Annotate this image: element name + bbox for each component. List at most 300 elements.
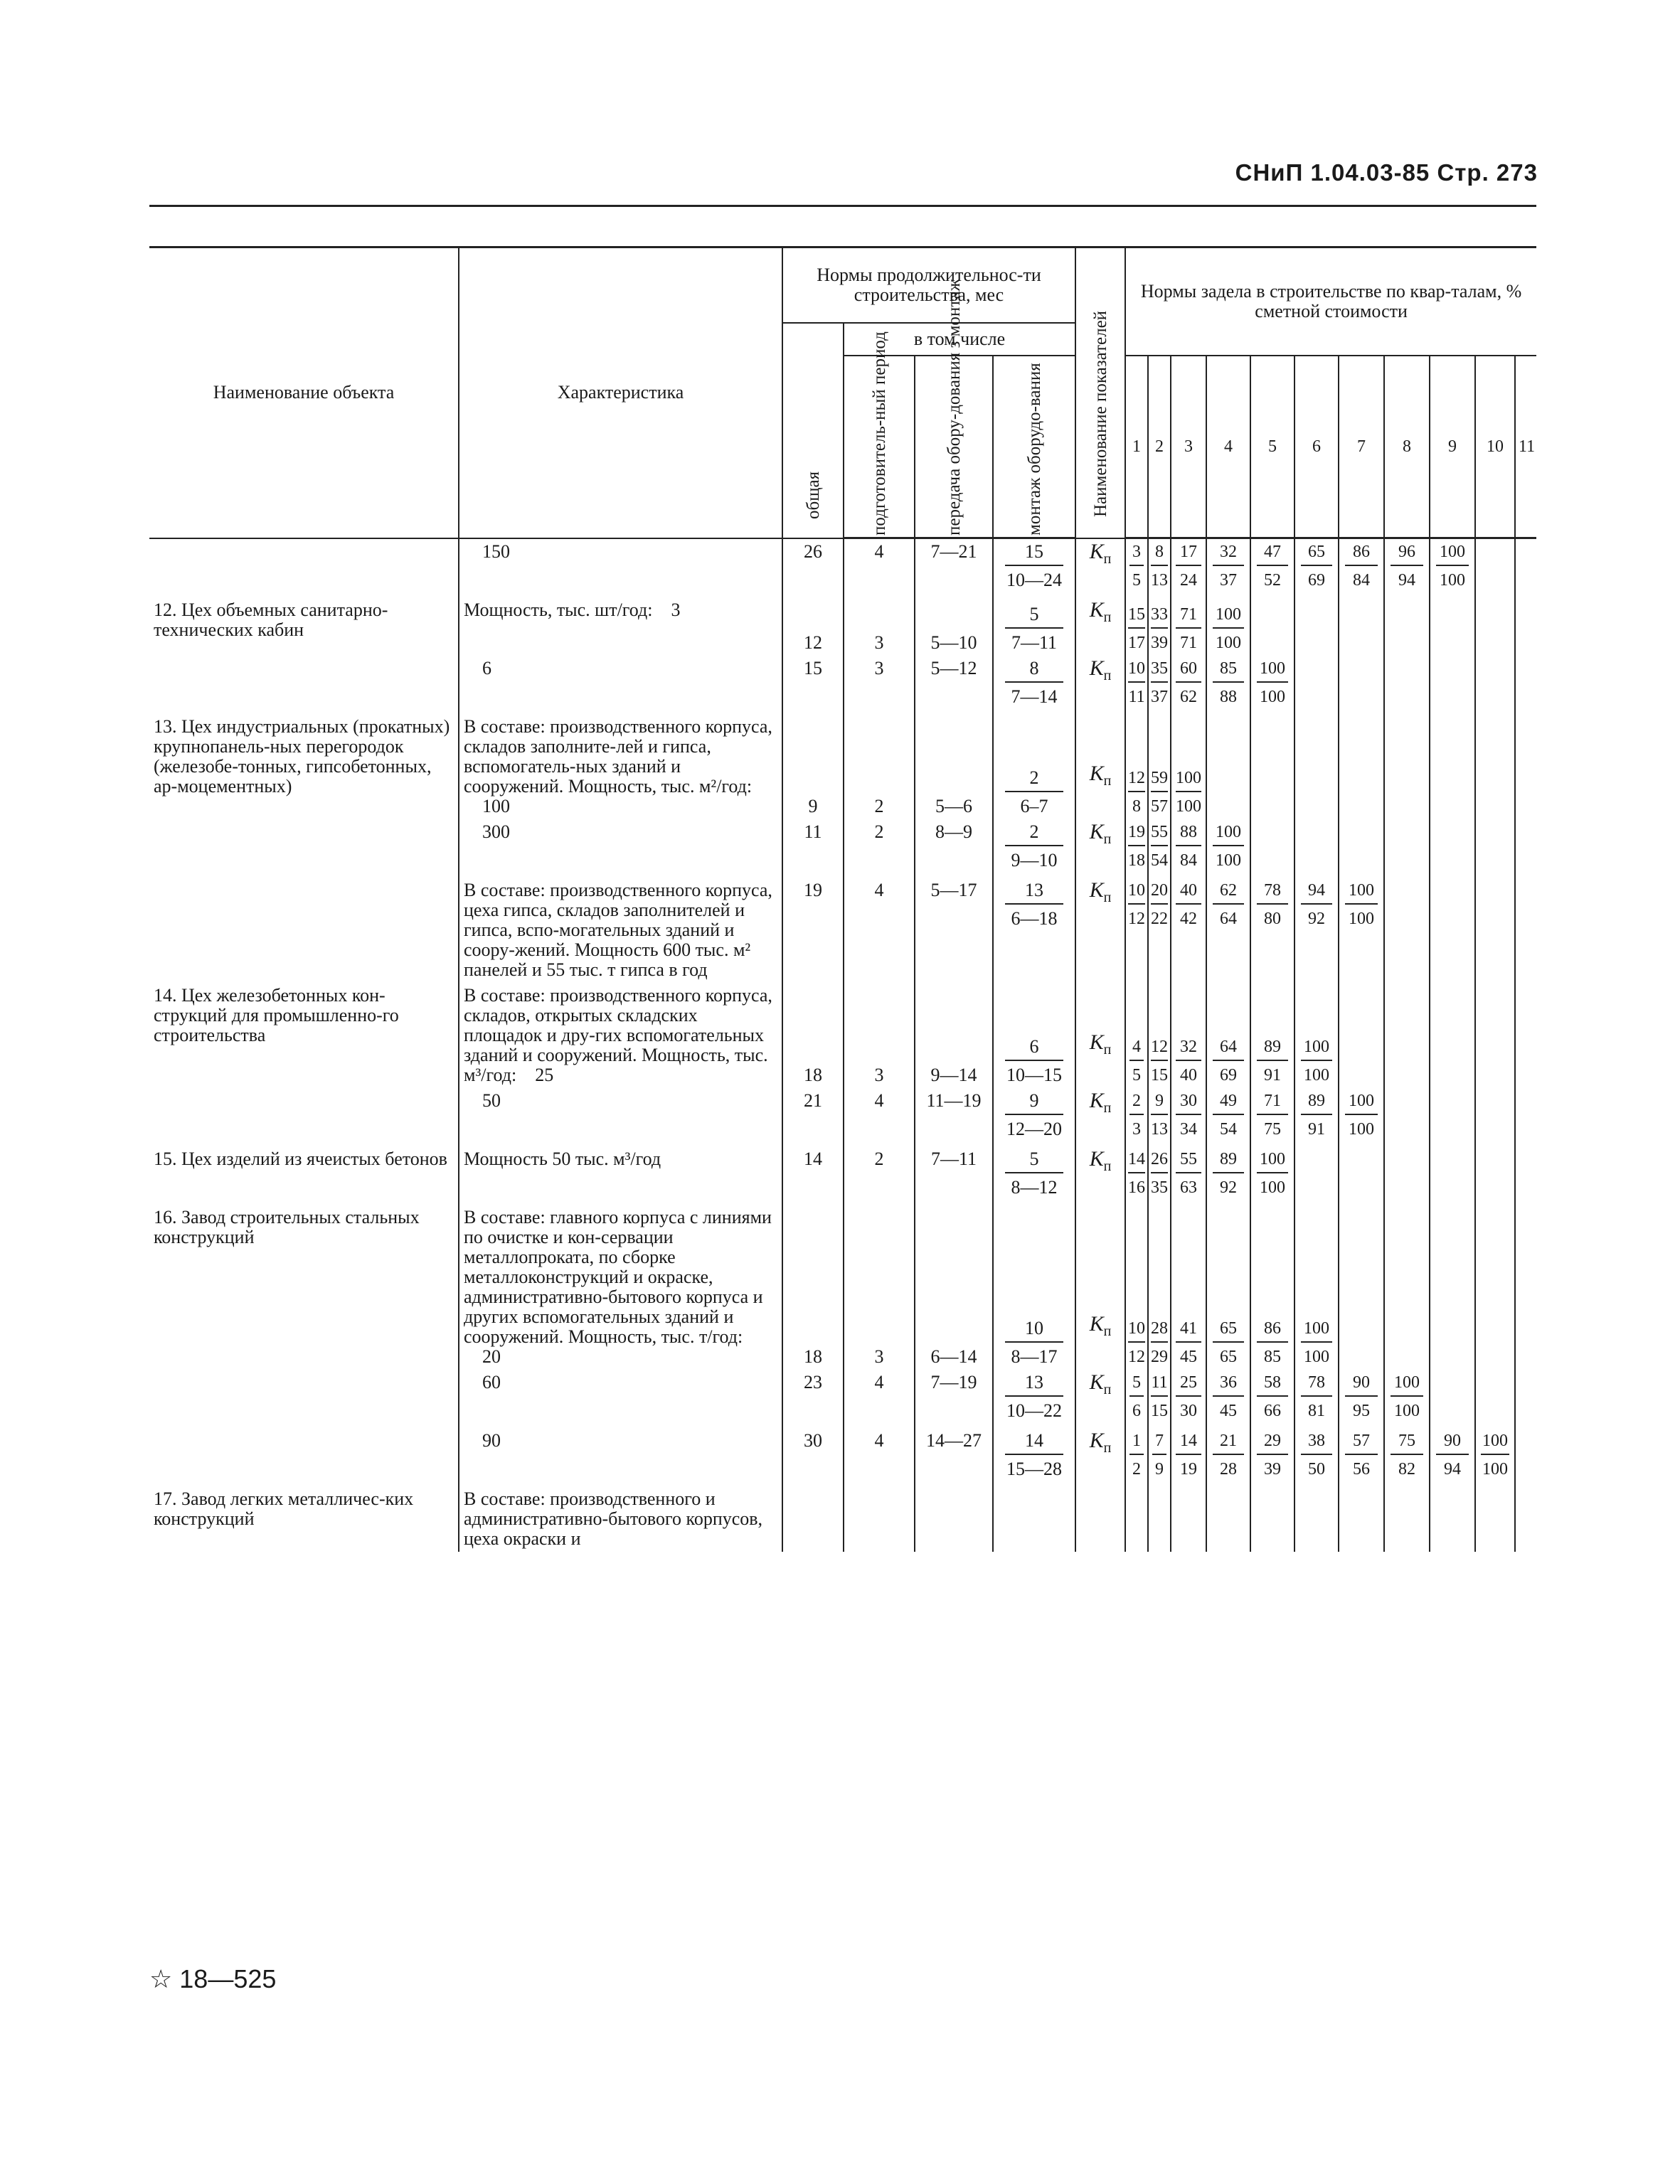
total-cell: 23: [782, 1370, 844, 1428]
backlog-norm: 10: [1128, 1319, 1145, 1343]
backlog-norm: 33: [1151, 604, 1168, 629]
quarter-cell: [1294, 1146, 1339, 1205]
backlog-norm-alt: 9: [1155, 1459, 1164, 1479]
col-header-quarter: 9: [1430, 356, 1475, 538]
backlog-norm-alt: 45: [1180, 1347, 1198, 1366]
quarter-cell: [1148, 597, 1171, 656]
col-header-duration: Нормы продолжительнос-ти строительства, мес: [782, 247, 1075, 324]
table-row: [149, 656, 1536, 714]
backlog-norm-alt: 11: [1128, 687, 1145, 706]
quarter-cell: [1475, 538, 1515, 597]
backlog-norm-alt: 24: [1180, 571, 1198, 590]
quarter-cell: [1171, 1205, 1206, 1370]
characteristic-cell: [459, 983, 782, 1088]
backlog-norm-alt: 91: [1264, 1065, 1282, 1085]
quarter-cell: [1339, 597, 1384, 656]
backlog-norm: 28: [1151, 1319, 1168, 1343]
quarter-cell: [1125, 538, 1148, 597]
backlog-norm-alt: 75: [1264, 1119, 1282, 1139]
quarter-cell: [1475, 1370, 1515, 1428]
quarter-cell: [1171, 1486, 1206, 1552]
backlog-norm: 90: [1436, 1431, 1469, 1455]
backlog-norm-alt: 84: [1353, 571, 1371, 590]
kp-label: $К_п$: [1089, 1428, 1112, 1456]
quarter-cell: [1148, 1428, 1171, 1486]
install-duration: 13: [1005, 1373, 1063, 1397]
object-name-cell: 13. Цех индустриальных (прокатных) крупнопанель-ных перегородок (железобе-тонных, гипсобетонных, ар-моцементных): [149, 714, 459, 819]
backlog-norm-alt: 52: [1264, 571, 1282, 590]
backlog-norm: 1: [1129, 1431, 1144, 1455]
backlog-norm: 26: [1151, 1149, 1168, 1173]
table-row: [149, 983, 1536, 1088]
backlog-norm: 78: [1257, 880, 1289, 905]
quarter-cell: [1430, 983, 1475, 1088]
backlog-norm-alt: 92: [1220, 1178, 1238, 1197]
object-name-cell: [149, 1428, 459, 1486]
object-name-cell: 12. Цех объемных санитарно-технических кабин: [149, 597, 459, 656]
quarter-cell: [1475, 983, 1515, 1088]
install-duration: 14: [1005, 1431, 1063, 1455]
total-cell: 12: [782, 597, 844, 656]
quarter-cell: [1148, 1205, 1171, 1370]
col-header-quarter: 4: [1206, 356, 1250, 538]
backlog-norm: 3: [1129, 542, 1144, 566]
backlog-norm-alt: 34: [1180, 1119, 1198, 1139]
indicator-cell: [1075, 714, 1125, 819]
backlog-norm-alt: 22: [1151, 909, 1169, 928]
total-cell: 9: [782, 714, 844, 819]
install-cell: [993, 1205, 1075, 1370]
backlog-norm: 89: [1257, 1037, 1289, 1061]
install-duration: 2: [1005, 768, 1063, 792]
backlog-norm-alt: 91: [1308, 1119, 1326, 1139]
quarter-cell: [1294, 983, 1339, 1088]
col-header-quarter: 7: [1339, 356, 1384, 538]
quarter-cell: [1475, 819, 1515, 878]
quarter-cell: [1125, 1428, 1148, 1486]
quarter-cell: [1250, 1486, 1294, 1552]
quarter-cell: [1384, 983, 1430, 1088]
backlog-norm: 100: [1257, 1149, 1289, 1173]
quarter-cell: [1384, 819, 1430, 878]
object-name-cell: 16. Завод строительных стальных конструкций: [149, 1205, 459, 1370]
backlog-norm-alt: 66: [1264, 1401, 1282, 1420]
install-duration: 6: [1005, 1037, 1063, 1061]
quarter-cell: [1206, 1486, 1250, 1552]
characteristic-cell: [459, 1370, 782, 1428]
quarter-cell: [1475, 1486, 1515, 1552]
quarter-cell: [1125, 1146, 1148, 1205]
quarter-cell: [1206, 1428, 1250, 1486]
quarter-cell: [1250, 983, 1294, 1088]
indicator-cell: [1075, 1428, 1125, 1486]
backlog-norm: 8: [1151, 542, 1168, 566]
quarter-cell: [1294, 1205, 1339, 1370]
backlog-norm: 100: [1391, 1373, 1423, 1397]
backlog-norm-alt: 29: [1151, 1347, 1169, 1366]
backlog-norm: 5: [1129, 1373, 1144, 1397]
kp-label: $К_п$: [1089, 1146, 1112, 1174]
kp-label: $К_п$: [1089, 539, 1112, 567]
characteristic-cell: [459, 1428, 782, 1486]
quarter-cell: [1148, 878, 1171, 983]
backlog-norm: 89: [1301, 1091, 1333, 1115]
install-range: 10—22: [1006, 1400, 1063, 1421]
kp-label: $К_п$: [1089, 1370, 1112, 1397]
quarter-cell: [1384, 714, 1430, 819]
backlog-norm: 94: [1301, 880, 1333, 905]
kp-label: $К_п$: [1089, 1311, 1112, 1339]
quarter-cell: [1430, 538, 1475, 597]
quarter-cell: [1125, 983, 1148, 1088]
backlog-norm-alt: 100: [1260, 1178, 1286, 1197]
backlog-norm: 17: [1176, 542, 1201, 566]
backlog-norm: 9: [1151, 1091, 1168, 1115]
install-range: 10—15: [1006, 1064, 1063, 1085]
quarter-cell: [1515, 1146, 1536, 1205]
quarter-cell: [1125, 1486, 1148, 1552]
quarter-cell: [1339, 983, 1384, 1088]
table-row: [149, 538, 1536, 597]
backlog-norm: 96: [1391, 542, 1423, 566]
indicator-cell: [1075, 1205, 1125, 1370]
quarter-cell: [1171, 597, 1206, 656]
indicator-cell: [1075, 983, 1125, 1088]
quarter-cell: [1171, 538, 1206, 597]
header-rule: [149, 205, 1536, 207]
backlog-norm-alt: 100: [1176, 797, 1202, 816]
quarter-cell: [1430, 1486, 1475, 1552]
backlog-norm: 90: [1345, 1373, 1378, 1397]
quarter-cell: [1171, 819, 1206, 878]
backlog-norm-alt: 5: [1132, 1065, 1142, 1085]
quarter-cell: [1339, 656, 1384, 714]
quarter-cell: [1171, 1146, 1206, 1205]
transfer-cell: 5—17: [915, 878, 993, 983]
quarter-cell: [1250, 597, 1294, 656]
backlog-norm: 19: [1128, 822, 1145, 846]
prep-cell: 3: [844, 983, 915, 1088]
backlog-norm-alt: 100: [1482, 1459, 1509, 1479]
prep-cell: 4: [844, 1370, 915, 1428]
quarter-cell: [1250, 656, 1294, 714]
backlog-norm: 12: [1151, 1037, 1168, 1061]
table-row: [149, 597, 1536, 656]
quarter-cell: [1206, 1146, 1250, 1205]
quarter-cell: [1475, 1088, 1515, 1146]
backlog-norm-alt: 54: [1220, 1119, 1238, 1139]
quarter-cell: [1148, 1370, 1171, 1428]
quarter-cell: [1148, 714, 1171, 819]
backlog-norm: 59: [1151, 768, 1168, 792]
backlog-norm: 100: [1176, 768, 1201, 792]
characteristic-text: 6: [482, 657, 491, 678]
backlog-norm: 25: [1176, 1373, 1201, 1397]
characteristic-cell: [459, 878, 782, 983]
quarter-cell: [1430, 714, 1475, 819]
capacity-value: 3: [671, 599, 681, 620]
capacity-value: 25: [535, 1064, 554, 1085]
quarter-cell: [1475, 714, 1515, 819]
quarter-cell: [1475, 878, 1515, 983]
quarter-cell: [1515, 819, 1536, 878]
backlog-norm: 100: [1213, 604, 1245, 629]
backlog-norm: 36: [1213, 1373, 1245, 1397]
quarter-cell: [1125, 819, 1148, 878]
col-header-quarter: 11: [1515, 356, 1536, 538]
install-cell: [993, 1428, 1075, 1486]
backlog-norm-alt: 62: [1180, 687, 1198, 706]
backlog-norm: 64: [1213, 1037, 1245, 1061]
quarter-cell: [1515, 1370, 1536, 1428]
backlog-norm-alt: 92: [1308, 909, 1326, 928]
kp-label: $К_п$: [1089, 1030, 1112, 1058]
quarter-cell: [1475, 1146, 1515, 1205]
col-header-quarter: 6: [1294, 356, 1339, 538]
quarter-cell: [1294, 1088, 1339, 1146]
backlog-norm-alt: 100: [1349, 909, 1375, 928]
quarter-cell: [1384, 597, 1430, 656]
total-cell: 26: [782, 538, 844, 597]
backlog-norm: 55: [1151, 822, 1168, 846]
backlog-norm-alt: 6: [1132, 1401, 1142, 1420]
characteristic-cell: [459, 1486, 782, 1552]
backlog-norm-alt: 100: [1216, 633, 1242, 652]
backlog-norm-alt: 13: [1151, 571, 1169, 590]
quarter-cell: [1515, 597, 1536, 656]
capacity-value: 100: [482, 795, 510, 816]
capacity-value: 20: [482, 1346, 501, 1367]
install-cell: [993, 538, 1075, 597]
characteristic-text: 150: [482, 540, 510, 562]
backlog-norm: 57: [1345, 1431, 1378, 1455]
backlog-norm: 100: [1436, 542, 1469, 566]
quarter-cell: [1475, 1205, 1515, 1370]
backlog-norm: 58: [1257, 1373, 1289, 1397]
quarter-cell: [1294, 538, 1339, 597]
kp-label: $К_п$: [1089, 878, 1112, 905]
install-range: 9—10: [1011, 849, 1058, 870]
install-cell: [993, 597, 1075, 656]
backlog-norm-alt: 3: [1132, 1119, 1142, 1139]
backlog-norm: 12: [1128, 768, 1145, 792]
backlog-norm: 100: [1481, 1431, 1509, 1455]
characteristic-cell: [459, 1088, 782, 1146]
quarter-cell: [1515, 1205, 1536, 1370]
transfer-cell: 9—14: [915, 983, 993, 1088]
backlog-norm-alt: 82: [1398, 1459, 1416, 1479]
backlog-norm-alt: 35: [1151, 1178, 1169, 1197]
col-header-transfer: передача обору-дования з монтаж: [915, 356, 993, 538]
indicator-cell: [1075, 538, 1125, 597]
col-header-backlog: Нормы задела в строительстве по квар-талам, % сметной стоимости: [1125, 247, 1536, 356]
quarter-cell: [1294, 1370, 1339, 1428]
quarter-cell: [1339, 819, 1384, 878]
quarter-cell: [1148, 983, 1171, 1088]
backlog-norm-alt: 28: [1220, 1459, 1238, 1479]
quarter-cell: [1250, 1205, 1294, 1370]
install-range: 6–7: [1020, 795, 1048, 816]
backlog-norm: 100: [1257, 659, 1289, 683]
indicator-cell: [1075, 597, 1125, 656]
prep-cell: 3: [844, 1205, 915, 1370]
backlog-norm-alt: 12: [1128, 909, 1146, 928]
prep-cell: [844, 1486, 915, 1552]
install-duration: 13: [1005, 880, 1063, 905]
total-cell: [782, 1486, 844, 1552]
backlog-norm-alt: 16: [1128, 1178, 1146, 1197]
quarter-cell: [1515, 1486, 1536, 1552]
total-cell: 18: [782, 983, 844, 1088]
transfer-cell: 11—19: [915, 1088, 993, 1146]
quarter-cell: [1294, 819, 1339, 878]
backlog-norm-alt: 88: [1220, 687, 1238, 706]
object-name-cell: 17. Завод легких металличес-ких конструкций: [149, 1486, 459, 1552]
quarter-cell: [1171, 1088, 1206, 1146]
backlog-norm: 15: [1128, 604, 1145, 629]
quarter-cell: [1430, 819, 1475, 878]
backlog-norm-alt: 85: [1264, 1347, 1282, 1366]
characteristic-text: Мощность 50 тыс. м³/год: [464, 1148, 661, 1169]
quarter-cell: [1430, 656, 1475, 714]
backlog-norm-alt: 69: [1308, 571, 1326, 590]
install-cell: [993, 1146, 1075, 1205]
install-duration: 5: [1005, 604, 1063, 629]
backlog-norm: 78: [1301, 1373, 1333, 1397]
quarter-cell: [1125, 1088, 1148, 1146]
quarter-cell: [1339, 1428, 1384, 1486]
backlog-norm: 4: [1129, 1037, 1144, 1061]
install-range: 8—17: [1011, 1346, 1058, 1367]
backlog-norm: 40: [1176, 880, 1201, 905]
backlog-norm-alt: 40: [1180, 1065, 1198, 1085]
indicator-cell: [1075, 1088, 1125, 1146]
install-duration: 5: [1005, 1149, 1063, 1173]
quarter-cell: [1206, 1205, 1250, 1370]
backlog-norm: 10: [1128, 880, 1145, 905]
total-cell: 15: [782, 656, 844, 714]
object-name-cell: [149, 1088, 459, 1146]
backlog-norm: 86: [1257, 1319, 1289, 1343]
quarter-cell: [1206, 983, 1250, 1088]
backlog-norm: 60: [1176, 659, 1201, 683]
install-range: 6—18: [1011, 907, 1058, 929]
quarter-cell: [1125, 597, 1148, 656]
total-cell: 14: [782, 1146, 844, 1205]
backlog-norm-alt: 42: [1180, 909, 1198, 928]
quarter-cell: [1294, 1486, 1339, 1552]
indicator-cell: [1075, 1486, 1125, 1552]
backlog-norm-alt: 13: [1151, 1119, 1169, 1139]
object-name-cell: [149, 656, 459, 714]
quarter-cell: [1148, 1088, 1171, 1146]
backlog-norm-alt: 95: [1353, 1401, 1371, 1420]
page-footer: ☆ 18—525: [149, 1964, 277, 1993]
quarter-cell: [1294, 878, 1339, 983]
backlog-norm-alt: 39: [1264, 1459, 1282, 1479]
col-header-name: Наименование объекта: [149, 247, 459, 538]
install-cell: [993, 714, 1075, 819]
backlog-norm: 100: [1345, 880, 1378, 905]
table-row: [149, 1146, 1536, 1205]
quarter-cell: [1250, 1370, 1294, 1428]
backlog-norm: 85: [1213, 659, 1245, 683]
quarter-cell: [1206, 656, 1250, 714]
backlog-norm: 65: [1213, 1319, 1245, 1343]
total-cell: 21: [782, 1088, 844, 1146]
quarter-cell: [1294, 1428, 1339, 1486]
backlog-norm: 2: [1129, 1091, 1144, 1115]
quarter-cell: [1171, 714, 1206, 819]
characteristic-cell: [459, 714, 782, 819]
backlog-norm: 29: [1257, 1431, 1289, 1455]
col-header-indicator: Наименование показателей: [1075, 247, 1125, 538]
quarter-cell: [1206, 538, 1250, 597]
install-range: 8—12: [1011, 1176, 1058, 1198]
install-cell: [993, 878, 1075, 983]
backlog-norm-alt: 12: [1128, 1347, 1146, 1366]
table-row: [149, 878, 1536, 983]
quarter-cell: [1148, 1486, 1171, 1552]
quarter-cell: [1430, 1428, 1475, 1486]
characteristic-text: 300: [482, 821, 510, 842]
backlog-norm-alt: 94: [1398, 571, 1416, 590]
backlog-norm: 41: [1176, 1319, 1201, 1343]
prep-cell: 2: [844, 819, 915, 878]
quarter-cell: [1250, 714, 1294, 819]
characteristic-text: Мощность, тыс. шт/год:: [464, 599, 653, 620]
prep-cell: 3: [844, 597, 915, 656]
backlog-norm-alt: 100: [1304, 1347, 1330, 1366]
prep-cell: 2: [844, 1146, 915, 1205]
quarter-cell: [1339, 1146, 1384, 1205]
quarter-cell: [1430, 1370, 1475, 1428]
indicator-cell: [1075, 819, 1125, 878]
quarter-cell: [1125, 878, 1148, 983]
prep-cell: 4: [844, 1088, 915, 1146]
characteristic-text: 60: [482, 1371, 501, 1392]
backlog-norm-alt: 39: [1151, 633, 1169, 652]
col-header-quarter: 1: [1125, 356, 1148, 538]
quarter-cell: [1515, 656, 1536, 714]
backlog-norm-alt: 94: [1444, 1459, 1462, 1479]
install-range: 7—11: [1011, 632, 1058, 653]
characteristic-text: 90: [482, 1429, 501, 1451]
characteristic-cell: [459, 819, 782, 878]
col-header-quarter: 10: [1475, 356, 1515, 538]
quarter-cell: [1171, 1370, 1206, 1428]
backlog-norm-alt: 64: [1220, 909, 1238, 928]
backlog-norm: 49: [1213, 1091, 1245, 1115]
backlog-norm: 38: [1301, 1431, 1333, 1455]
quarter-cell: [1475, 1428, 1515, 1486]
quarter-cell: [1148, 1146, 1171, 1205]
backlog-norm-alt: 100: [1349, 1119, 1375, 1139]
prep-cell: 4: [844, 878, 915, 983]
quarter-cell: [1171, 983, 1206, 1088]
quarter-cell: [1430, 597, 1475, 656]
install-duration: 8: [1005, 659, 1063, 683]
col-header-quarter: 3: [1171, 356, 1206, 538]
backlog-norm: 21: [1213, 1431, 1245, 1455]
total-cell: 11: [782, 819, 844, 878]
object-name-cell: 14. Цех железобетонных кон-струкций для промышленно-го строительства: [149, 983, 459, 1088]
install-range: 12—20: [1006, 1118, 1063, 1139]
install-cell: [993, 656, 1075, 714]
backlog-norm-alt: 71: [1180, 633, 1198, 652]
quarter-cell: [1250, 819, 1294, 878]
install-cell: [993, 1486, 1075, 1552]
